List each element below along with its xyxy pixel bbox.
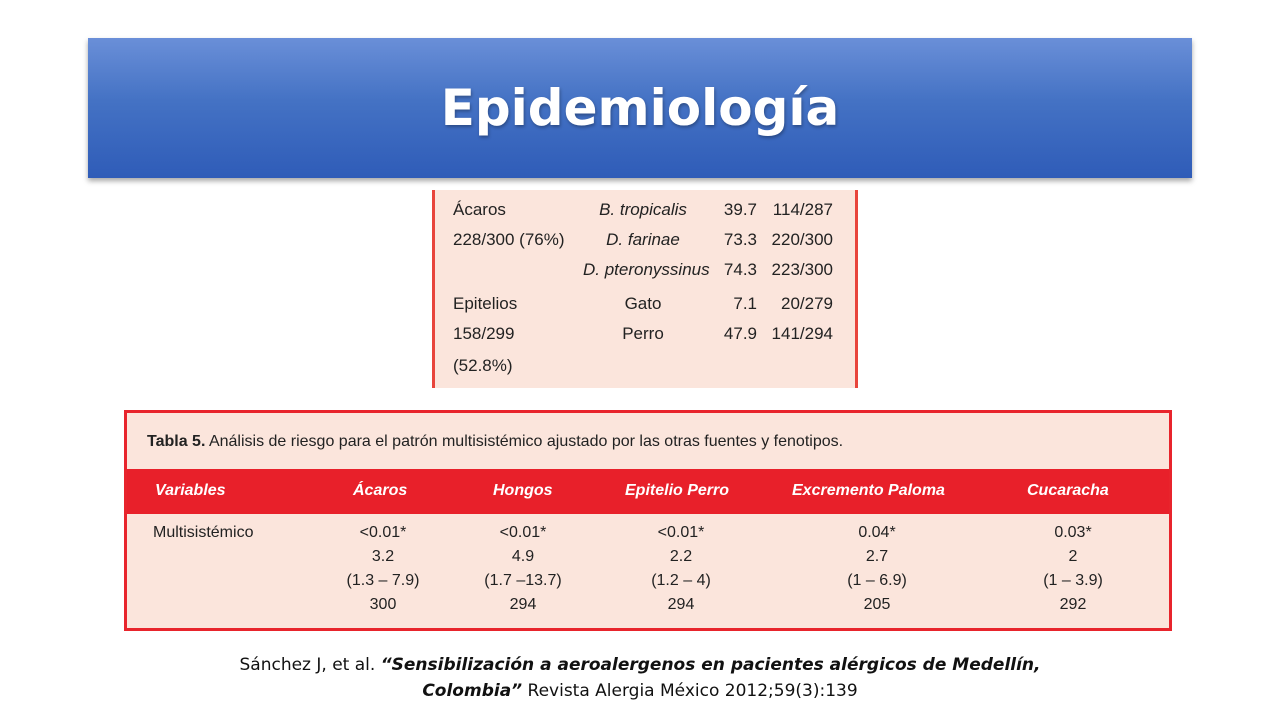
column-excremento-paloma-values <box>817 521 937 617</box>
header-excremento-paloma: Excremento Paloma <box>792 482 945 499</box>
slide-title: Epidemiología <box>440 79 840 137</box>
citation-journal: Revista Alergia México 2012;59(3):139 <box>522 681 858 701</box>
percent-value: 7.1 <box>733 294 757 313</box>
confidence-interval: (1 – 6.9) <box>847 572 907 589</box>
row-label-multisistemico: Multisistémico <box>153 524 254 541</box>
sample-size: 205 <box>863 596 891 613</box>
p-value: <0.01* <box>499 524 547 541</box>
ratio-value: 220/300 <box>771 230 833 249</box>
citation-title-part2: Colombia” <box>422 681 523 701</box>
column-cucaracha-values <box>1013 521 1133 617</box>
odds-ratio: 2.2 <box>669 548 693 565</box>
percent-value: 74.3 <box>723 260 757 279</box>
citation-line-1 <box>0 652 1280 678</box>
source-label: D. pteronyssinus <box>583 260 710 279</box>
sample-size: 300 <box>369 596 397 613</box>
sample-size: 294 <box>509 596 537 613</box>
odds-ratio: 4.9 <box>511 548 535 565</box>
group-label: Epitelios <box>453 294 518 313</box>
table-caption-text: Análisis de riesgo para el patrón multisistémico ajustado por las otras fuentes y fenotipos. <box>205 433 844 450</box>
ratio-value: 223/300 <box>771 260 833 279</box>
header-cucaracha: Cucaracha <box>1027 482 1109 499</box>
column-acaros-values <box>323 521 443 617</box>
header-hongos: Hongos <box>493 482 553 499</box>
ratio-value: 141/294 <box>771 324 833 343</box>
percent-value: 39.7 <box>723 200 757 219</box>
reference-citation <box>0 652 1280 704</box>
confidence-interval: (1.3 – 7.9) <box>346 572 420 589</box>
confidence-interval: (1 – 3.9) <box>1043 572 1103 589</box>
citation-authors: Sánchez J, et al. <box>239 655 381 675</box>
sample-size: 294 <box>667 596 695 613</box>
upper-sensitization-table <box>432 190 858 388</box>
confidence-interval: (1.2 – 4) <box>651 572 711 589</box>
group-label: 158/299 <box>453 324 515 343</box>
percent-value: 73.3 <box>723 230 757 249</box>
title-banner <box>88 38 1192 178</box>
header-variables: Variables <box>155 482 226 499</box>
source-label: B. tropicalis <box>599 200 687 219</box>
ratio-value: 114/287 <box>772 200 833 219</box>
confidence-interval: (1.7 –13.7) <box>484 572 562 589</box>
percent-value: 47.9 <box>723 324 757 343</box>
p-value: 0.03* <box>1054 524 1092 541</box>
odds-ratio: 2.7 <box>865 548 889 565</box>
citation-title-part1: “Sensibilización a aeroalergenos en pacientes alérgicos de Medellín, <box>380 655 1041 675</box>
source-label: D. farinae <box>606 230 680 249</box>
table-caption <box>147 433 843 451</box>
column-epitelio-perro-values <box>621 521 741 617</box>
group-label: 228/300 (76%) <box>453 230 565 249</box>
odds-ratio: 3.2 <box>371 548 395 565</box>
header-epitelio-perro: Epitelio Perro <box>625 482 730 499</box>
p-value: <0.01* <box>359 524 407 541</box>
risk-analysis-table <box>124 410 1172 631</box>
group-label: Ácaros <box>453 200 506 219</box>
source-label: Perro <box>622 324 664 343</box>
table-header-row <box>127 469 1169 514</box>
citation-line-2 <box>0 678 1280 704</box>
group-label: (52.8%) <box>453 356 513 375</box>
column-hongos-values <box>463 521 583 617</box>
odds-ratio: 2 <box>1068 548 1078 565</box>
p-value: <0.01* <box>657 524 705 541</box>
table-caption-label: Tabla 5. <box>147 433 206 450</box>
sample-size: 292 <box>1059 596 1087 613</box>
source-label: Gato <box>624 294 662 313</box>
p-value: 0.04* <box>858 524 896 541</box>
ratio-value: 20/279 <box>781 294 833 313</box>
header-acaros: Ácaros <box>353 482 408 499</box>
